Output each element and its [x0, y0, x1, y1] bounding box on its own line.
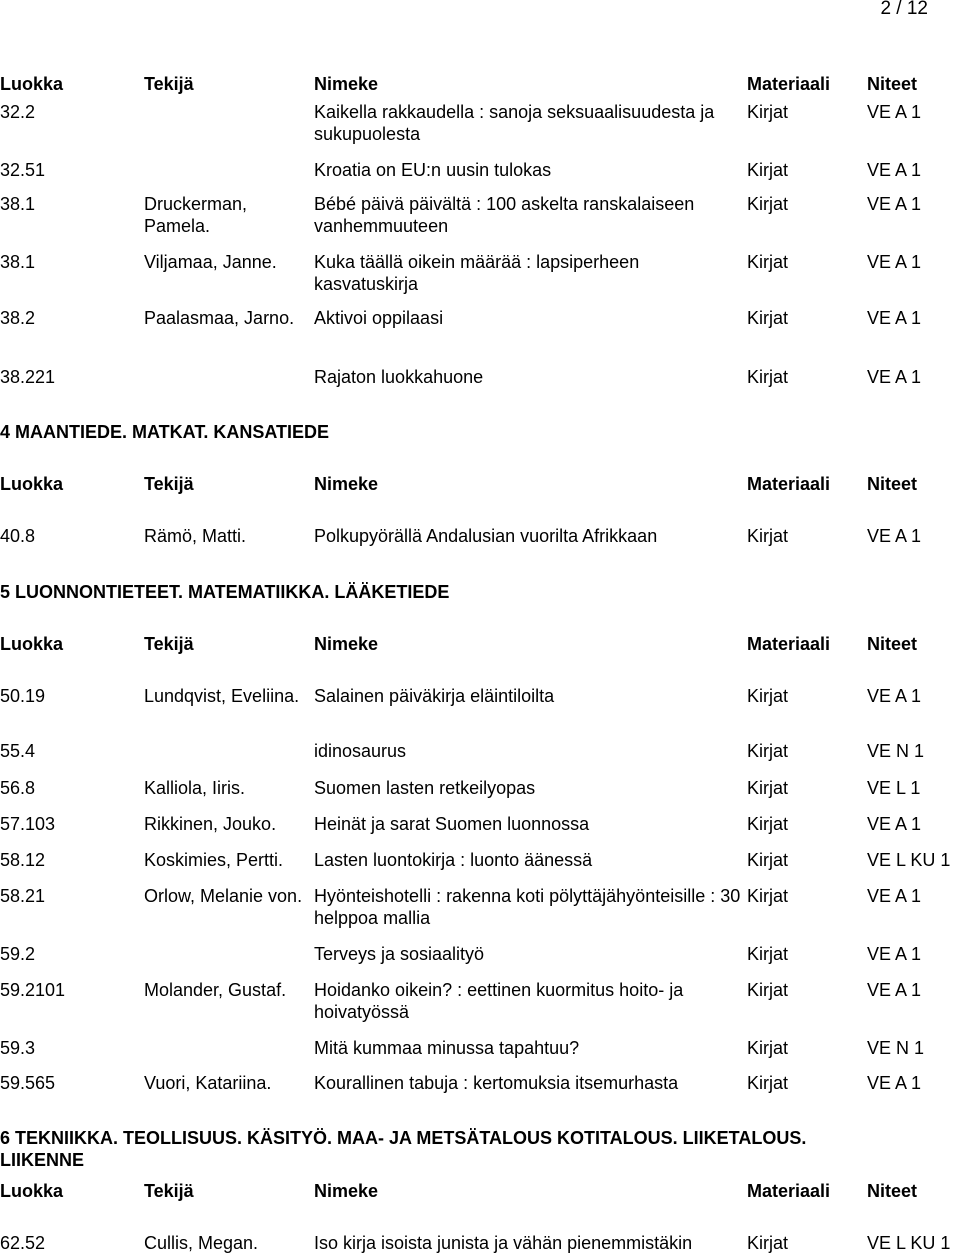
section-heading: 5 LUONNONTIETEET. MATEMATIIKKA. LÄÄKETIEDE — [0, 582, 450, 602]
cell-materiaali: Kirjat — [747, 944, 789, 964]
cell-materiaali: Kirjat — [747, 160, 789, 180]
cell-luokka: 59.2 — [0, 944, 36, 964]
column-header-tekija: Tekijä — [144, 474, 194, 494]
column-header-materiaali: Materiaali — [747, 634, 831, 654]
column-header-materiaali: Materiaali — [747, 1181, 831, 1201]
column-header-luokka: Luokka — [0, 1181, 64, 1201]
cell-niteet: VE A 1 — [867, 308, 922, 328]
cell-materiaali: Kirjat — [747, 1073, 789, 1093]
column-header-luokka: Luokka — [0, 74, 64, 94]
column-header-materiaali: Materiaali — [747, 74, 831, 94]
cell-niteet: VE L KU 1 — [867, 850, 951, 870]
cell-nimeke: Hyönteishotelli : rakenna koti pölyttäjähyönteisille : 30 helppoa mallia — [314, 886, 741, 928]
column-header-niteet: Niteet — [867, 1181, 918, 1201]
cell-luokka: 58.12 — [0, 850, 46, 870]
cell-tekija: Orlow, Melanie von. — [144, 886, 303, 906]
column-header-nimeke: Nimeke — [314, 474, 379, 494]
cell-luokka: 55.4 — [0, 741, 36, 761]
cell-nimeke: Kuka täällä oikein määrää : lapsiperheen kasvatuskirja — [314, 252, 640, 294]
cell-niteet: VE A 1 — [867, 980, 922, 1000]
cell-niteet: VE A 1 — [867, 814, 922, 834]
cell-niteet: VE A 1 — [867, 194, 922, 214]
cell-luokka: 32.2 — [0, 102, 36, 122]
cell-niteet: VE A 1 — [867, 102, 922, 122]
cell-tekija: Molander, Gustaf. — [144, 980, 287, 1000]
cell-materiaali: Kirjat — [747, 980, 789, 1000]
column-header-niteet: Niteet — [867, 634, 918, 654]
cell-materiaali: Kirjat — [747, 367, 789, 387]
cell-luokka: 38.1 — [0, 252, 36, 272]
cell-materiaali: Kirjat — [747, 850, 789, 870]
cell-nimeke: Mitä kummaa minussa tapahtuu? — [314, 1038, 580, 1058]
cell-niteet: VE A 1 — [867, 886, 922, 906]
column-header-materiaali: Materiaali — [747, 474, 831, 494]
cell-tekija: Rämö, Matti. — [144, 526, 247, 546]
cell-nimeke: Salainen päiväkirja eläintiloilta — [314, 686, 555, 706]
cell-materiaali: Kirjat — [747, 194, 789, 214]
cell-nimeke: idinosaurus — [314, 741, 407, 761]
cell-niteet: VE A 1 — [867, 944, 922, 964]
cell-luokka: 59.2101 — [0, 980, 66, 1000]
cell-nimeke: Suomen lasten retkeilyopas — [314, 778, 536, 798]
section-heading: 4 MAANTIEDE. MATKAT. KANSATIEDE — [0, 422, 330, 442]
cell-nimeke: Kaikella rakkaudella : sanoja seksuaalisuudesta ja sukupuolesta — [314, 102, 715, 144]
column-header-nimeke: Nimeke — [314, 1181, 379, 1201]
cell-tekija: Paalasmaa, Jarno. — [144, 308, 295, 328]
column-header-luokka: Luokka — [0, 474, 64, 494]
cell-tekija: Vuori, Katariina. — [144, 1073, 272, 1093]
cell-materiaali: Kirjat — [747, 741, 789, 761]
column-header-nimeke: Nimeke — [314, 74, 379, 94]
column-header-tekija: Tekijä — [144, 74, 194, 94]
cell-luokka: 57.103 — [0, 814, 56, 834]
column-header-niteet: Niteet — [867, 474, 918, 494]
cell-materiaali: Kirjat — [747, 308, 789, 328]
cell-nimeke: Hoidanko oikein? : eettinen kuormitus hoito- ja hoivatyössä — [314, 980, 684, 1022]
cell-tekija: Koskimies, Pertti. — [144, 850, 284, 870]
cell-luokka: 32.51 — [0, 160, 46, 180]
cell-tekija: Druckerman, Pamela. — [144, 194, 248, 236]
cell-nimeke: Kourallinen tabuja : kertomuksia itsemurhasta — [314, 1073, 679, 1093]
cell-nimeke: Iso kirja isoista junista ja vähän pienemmistäkin — [314, 1233, 693, 1253]
cell-luokka: 50.19 — [0, 686, 46, 706]
column-header-nimeke: Nimeke — [314, 634, 379, 654]
cell-materiaali: Kirjat — [747, 102, 789, 122]
cell-materiaali: Kirjat — [747, 1233, 789, 1253]
cell-materiaali: Kirjat — [747, 686, 789, 706]
cell-niteet: VE A 1 — [867, 160, 922, 180]
cell-nimeke: Rajaton luokkahuone — [314, 367, 484, 387]
cell-luokka: 38.2 — [0, 308, 36, 328]
cell-niteet: VE A 1 — [867, 252, 922, 272]
column-header-niteet: Niteet — [867, 74, 918, 94]
column-header-luokka: Luokka — [0, 634, 64, 654]
cell-nimeke: Bébé päivä päivältä : 100 askelta ranskalaiseen vanhemmuuteen — [314, 194, 695, 236]
cell-tekija: Lundqvist, Eveliina. — [144, 686, 300, 706]
cell-luokka: 59.3 — [0, 1038, 36, 1058]
cell-materiaali: Kirjat — [747, 814, 789, 834]
cell-tekija: Kalliola, Iiris. — [144, 778, 246, 798]
cell-luokka: 62.52 — [0, 1233, 46, 1253]
cell-luokka: 56.8 — [0, 778, 36, 798]
cell-niteet: VE L KU 1 — [867, 1233, 951, 1253]
section-heading: 6 TEKNIIKKA. TEOLLISUUS. KÄSITYÖ. MAA- JA METSÄTALOUS KOTITALOUS. LIIKETALOUS. LIIKENNE — [0, 1128, 807, 1170]
cell-luokka: 59.565 — [0, 1073, 56, 1093]
cell-luokka: 58.21 — [0, 886, 46, 906]
cell-niteet: VE N 1 — [867, 1038, 925, 1058]
cell-materiaali: Kirjat — [747, 526, 789, 546]
cell-niteet: VE A 1 — [867, 367, 922, 387]
cell-niteet: VE L 1 — [867, 778, 921, 798]
cell-tekija: Cullis, Megan. — [144, 1233, 259, 1253]
cell-nimeke: Terveys ja sosiaalityö — [314, 944, 485, 964]
cell-nimeke: Kroatia on EU:n uusin tulokas — [314, 160, 552, 180]
cell-niteet: VE A 1 — [867, 686, 922, 706]
page-number: 2 / 12 — [880, 0, 928, 19]
cell-tekija: Viljamaa, Janne. — [144, 252, 277, 272]
cell-nimeke: Aktivoi oppilaasi — [314, 308, 444, 328]
cell-luokka: 40.8 — [0, 526, 36, 546]
column-header-tekija: Tekijä — [144, 1181, 194, 1201]
cell-tekija: Rikkinen, Jouko. — [144, 814, 277, 834]
cell-luokka: 38.221 — [0, 367, 56, 387]
cell-nimeke: Lasten luontokirja : luonto äänessä — [314, 850, 593, 870]
cell-niteet: VE N 1 — [867, 741, 925, 761]
cell-luokka: 38.1 — [0, 194, 36, 214]
cell-nimeke: Polkupyörällä Andalusian vuorilta Afrikkaan — [314, 526, 658, 546]
cell-materiaali: Kirjat — [747, 252, 789, 272]
cell-nimeke: Heinät ja sarat Suomen luonnossa — [314, 814, 590, 834]
cell-materiaali: Kirjat — [747, 778, 789, 798]
cell-niteet: VE A 1 — [867, 526, 922, 546]
column-header-tekija: Tekijä — [144, 634, 194, 654]
cell-materiaali: Kirjat — [747, 1038, 789, 1058]
cell-materiaali: Kirjat — [747, 886, 789, 906]
cell-niteet: VE A 1 — [867, 1073, 922, 1093]
